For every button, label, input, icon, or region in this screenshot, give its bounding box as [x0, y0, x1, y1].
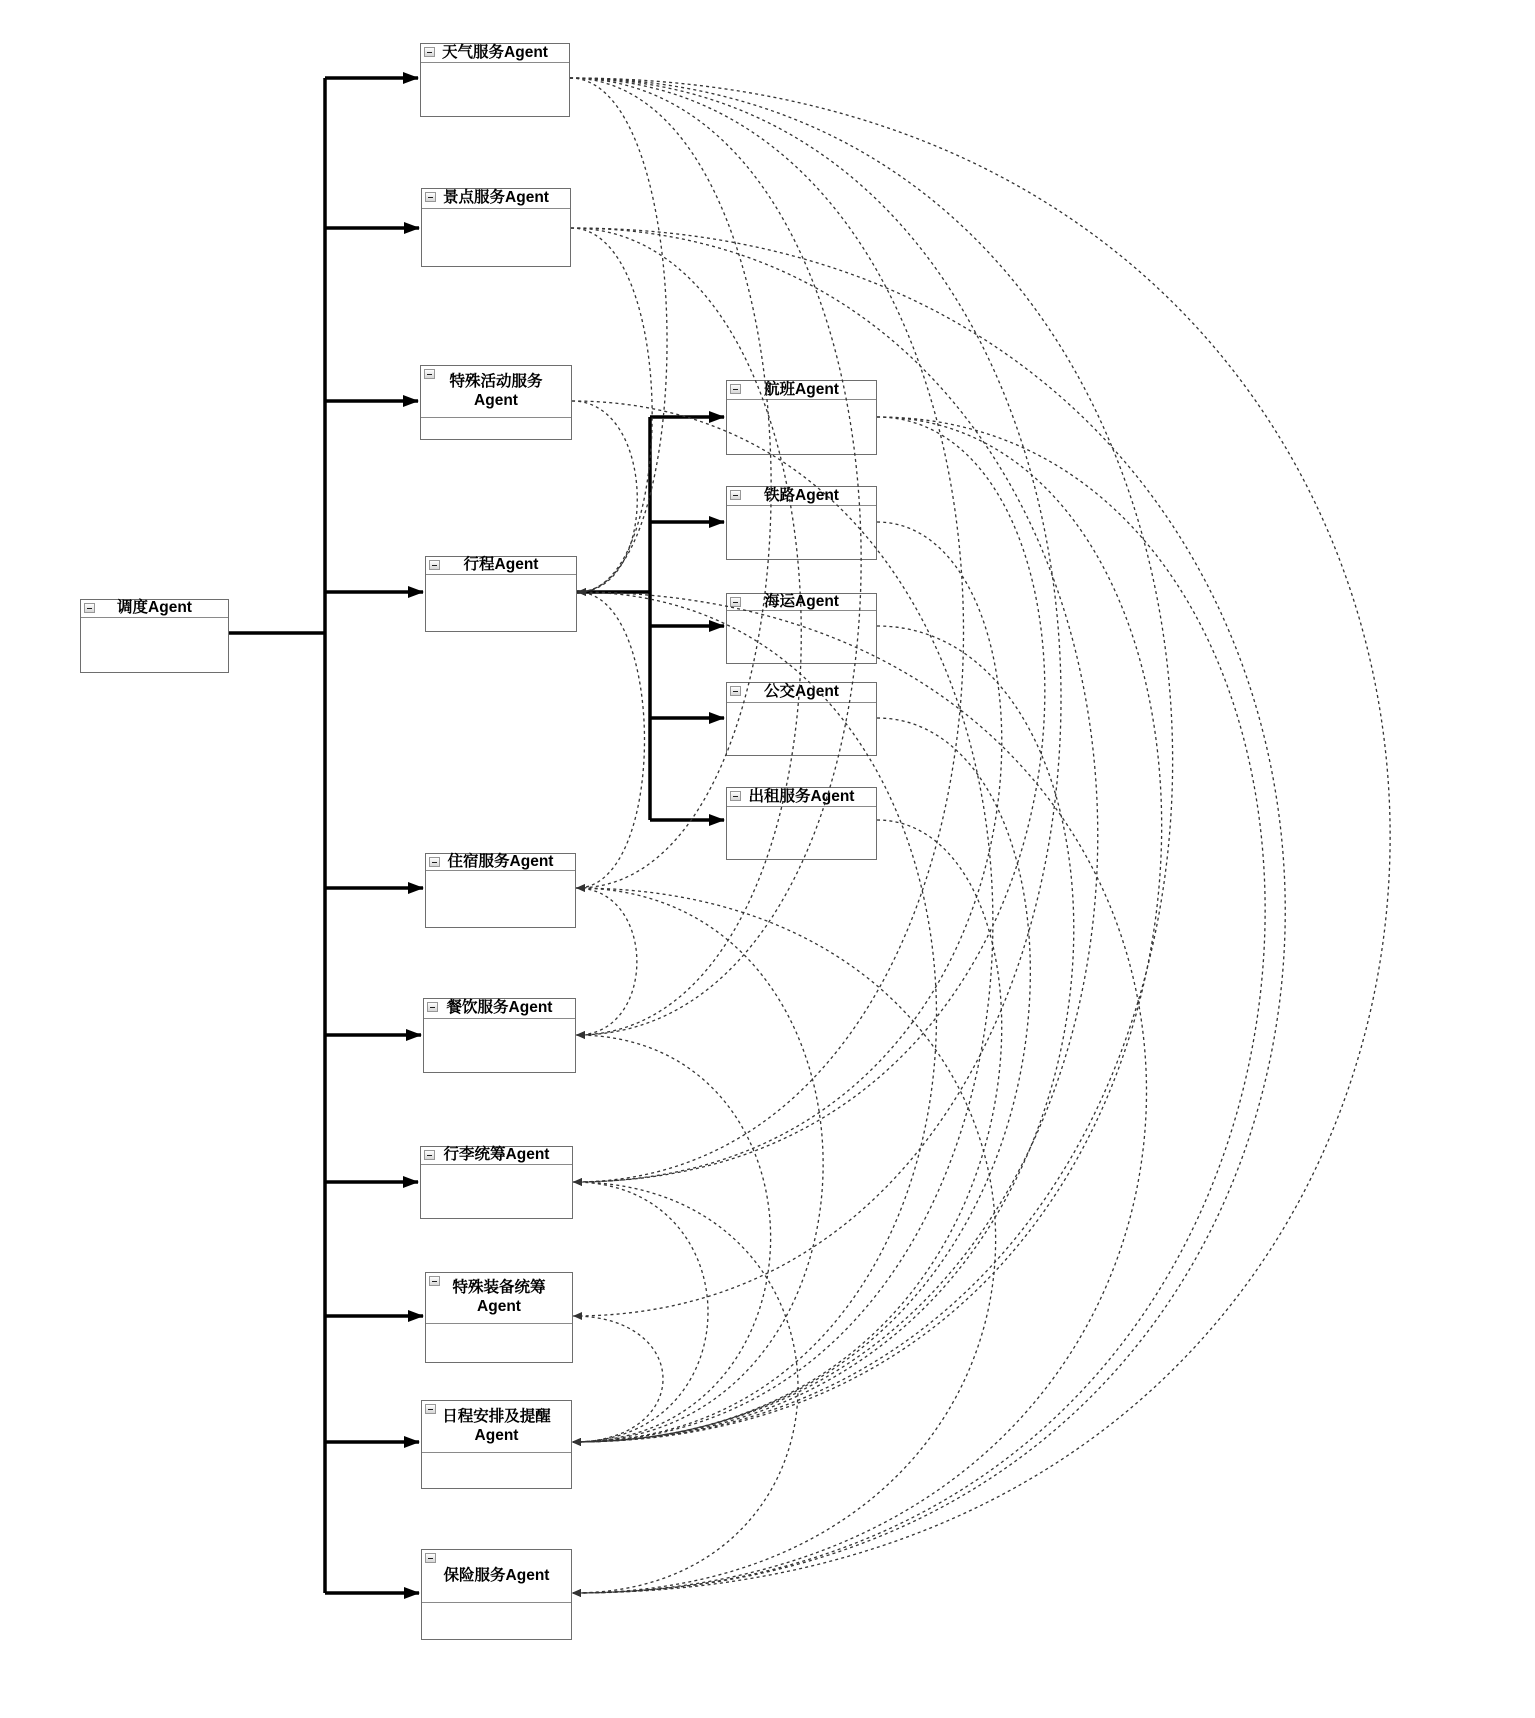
agent-node-title	[426, 854, 575, 871]
agent-node-label: 行程Agent	[463, 556, 539, 574]
agent-node-dining[interactable]	[423, 998, 576, 1073]
agent-node-luggage[interactable]	[420, 1146, 573, 1219]
agent-node-label: 餐饮服务Agent	[446, 999, 553, 1017]
dotted-edge-weather-to-accommodation	[570, 78, 771, 888]
agent-node-title	[422, 1550, 571, 1603]
collapse-minus-icon[interactable]	[429, 1276, 440, 1286]
dotted-edge-luggage-to-insurance	[573, 1182, 798, 1593]
collapse-minus-icon[interactable]	[730, 490, 741, 500]
dotted-edge-attraction-to-itinerary	[571, 228, 652, 592]
agent-node-label: 特殊活动服务	[449, 372, 543, 390]
agent-node-dispatch[interactable]	[80, 599, 229, 673]
agent-node-title	[421, 44, 569, 63]
agent-node-label: 铁路Agent	[764, 486, 839, 504]
agent-node-itinerary[interactable]	[425, 556, 577, 632]
dotted-edge-flight-to-insurance	[573, 417, 1265, 1593]
collapse-minus-icon[interactable]	[84, 603, 95, 613]
agent-node-body	[727, 400, 876, 453]
agent-node-title	[422, 189, 570, 209]
dotted-edge-accommodation-to-schedule	[573, 888, 823, 1442]
agent-node-bus[interactable]	[726, 682, 877, 756]
agent-node-title	[727, 381, 876, 400]
dotted-edge-accommodation-to-insurance	[573, 888, 996, 1593]
agent-node-title	[727, 683, 876, 703]
agent-node-label: 特殊装备统筹	[452, 1279, 546, 1297]
collapse-minus-icon[interactable]	[425, 1404, 436, 1414]
agent-node-schedule[interactable]	[421, 1400, 572, 1489]
agent-node-body	[422, 209, 570, 265]
agent-node-label: 住宿服务Agent	[447, 852, 554, 870]
agent-node-body	[426, 575, 576, 630]
agent-node-body	[422, 1453, 571, 1487]
agent-node-title	[424, 999, 575, 1019]
collapse-minus-icon[interactable]	[424, 369, 435, 379]
dotted-edge-luggage-to-schedule	[573, 1182, 708, 1442]
agent-node-title	[727, 487, 876, 506]
agent-node-attraction[interactable]	[421, 188, 571, 267]
collapse-minus-icon[interactable]	[730, 597, 741, 607]
collapse-minus-icon[interactable]	[429, 560, 440, 570]
agent-node-weather[interactable]	[420, 43, 570, 117]
agent-node-title	[426, 1273, 572, 1324]
collapse-minus-icon[interactable]	[730, 384, 741, 394]
agent-node-label: 航班Agent	[764, 380, 839, 398]
agent-node-label: 行李统筹Agent	[443, 1146, 550, 1164]
agent-node-body	[727, 703, 876, 754]
agent-node-label: 海运Agent	[764, 592, 839, 610]
agent-node-body	[426, 871, 575, 926]
agent-node-body	[727, 611, 876, 662]
dotted-edge-weather-to-itinerary	[570, 78, 667, 592]
agent-node-body	[421, 63, 569, 115]
dotted-edge-dining-to-schedule	[573, 1035, 771, 1442]
dotted-edge-equipment-to-schedule	[573, 1316, 663, 1442]
agent-node-label: 保险服务Agent	[443, 1566, 550, 1584]
dotted-edge-special-activity-to-itinerary	[572, 401, 637, 592]
agent-node-body	[727, 506, 876, 558]
agent-node-insurance[interactable]	[421, 1549, 572, 1640]
agent-node-title	[421, 366, 571, 418]
collapse-minus-icon[interactable]	[429, 857, 440, 867]
agent-node-body	[424, 1019, 575, 1071]
dotted-edge-flight-to-schedule	[573, 417, 1162, 1442]
agent-node-title	[421, 1147, 572, 1165]
agent-node-rail[interactable]	[726, 486, 877, 560]
agent-node-label: 天气服务Agent	[442, 43, 548, 61]
agent-node-label: 调度Agent	[117, 599, 192, 617]
agent-node-body	[426, 1324, 572, 1361]
dotted-edge-accommodation-to-dining	[576, 888, 637, 1035]
agent-node-special-activity[interactable]	[420, 365, 572, 440]
agent-node-body	[81, 618, 228, 671]
agent-node-title	[81, 600, 228, 618]
dotted-edge-weather-to-insurance	[570, 78, 1390, 1593]
agent-node-label: Agent	[474, 1426, 519, 1444]
agent-node-title	[727, 594, 876, 611]
collapse-minus-icon[interactable]	[424, 1150, 435, 1160]
agent-node-sea[interactable]	[726, 593, 877, 664]
collapse-minus-icon[interactable]	[730, 791, 741, 801]
agent-node-title	[422, 1401, 571, 1453]
dotted-edge-attraction-to-insurance	[571, 228, 1285, 1593]
agent-node-label: 日程安排及提醒	[442, 1407, 551, 1425]
agent-node-equipment[interactable]	[425, 1272, 573, 1363]
dotted-edge-weather-to-schedule	[570, 78, 1173, 1442]
agent-node-title	[727, 788, 876, 807]
collapse-minus-icon[interactable]	[425, 1553, 436, 1563]
collapse-minus-icon[interactable]	[424, 47, 435, 57]
agent-node-flight[interactable]	[726, 380, 877, 455]
collapse-minus-icon[interactable]	[730, 686, 741, 696]
agent-node-label: 出租服务Agent	[748, 787, 855, 805]
collapse-minus-icon[interactable]	[427, 1002, 438, 1012]
agent-node-taxi[interactable]	[726, 787, 877, 860]
agent-node-body	[727, 807, 876, 858]
agent-node-label: Agent	[477, 1298, 521, 1315]
collapse-minus-icon[interactable]	[425, 192, 436, 202]
agent-node-label: Agent	[474, 391, 518, 409]
agent-node-body	[421, 418, 571, 438]
agent-node-body	[421, 1165, 572, 1217]
agent-node-title	[426, 557, 576, 575]
agent-node-label: 公交Agent	[764, 683, 839, 701]
agent-node-body	[422, 1603, 571, 1638]
agent-node-accommodation[interactable]	[425, 853, 576, 928]
dotted-edge-itinerary-to-accommodation	[577, 592, 645, 888]
agent-node-label: 景点服务Agent	[443, 189, 549, 207]
dotted-edge-taxi-to-schedule	[573, 820, 1002, 1442]
